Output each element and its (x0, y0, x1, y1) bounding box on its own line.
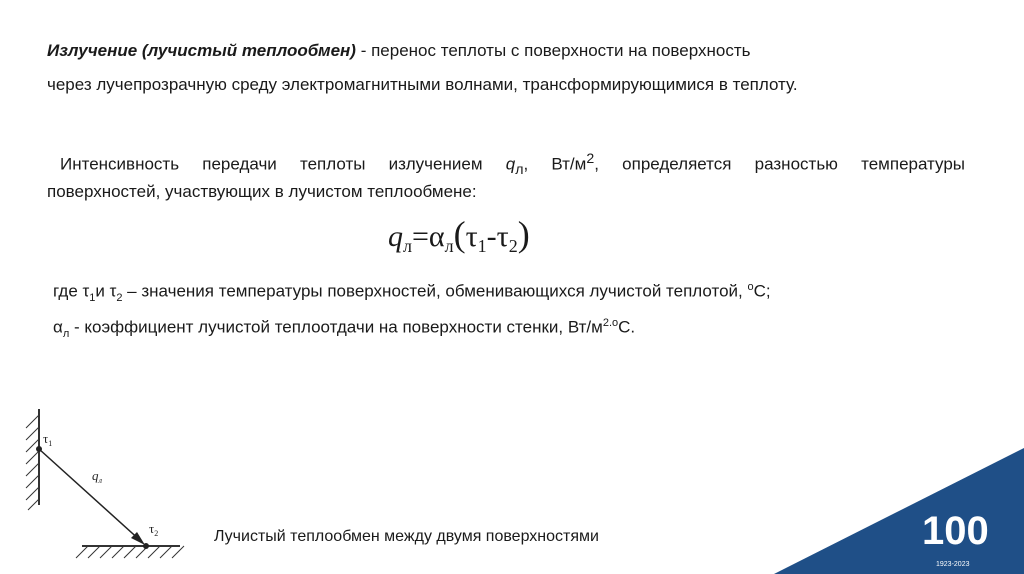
coef-sup: 2.о (602, 317, 619, 329)
coef-text: - коэффициент лучистой теплоотдачи на поверхности стенки, Вт/м (69, 317, 603, 337)
diagram-q-label: $q_л$ (92, 468, 102, 485)
horizontal-wall-hatch (76, 546, 184, 558)
coef-alpha: α (53, 317, 63, 337)
where-and: и τ (95, 281, 117, 301)
formula-open-paren: ( (453, 214, 466, 254)
intensity-q-sub: л (515, 162, 524, 179)
formula-q: q (388, 220, 403, 253)
definition-text-1: - перенос теплоты с поверхности на поверхность (355, 41, 751, 60)
intensity-text-1: Интенсивность передачи теплоты излучением (60, 154, 506, 174)
where-text: – значения температуры поверхностей, обменивающихся лучистой теплотой, (122, 281, 748, 301)
intensity-q: q (505, 154, 516, 174)
where-t1-sub: 1 (89, 292, 96, 305)
definition-line-1 (47, 41, 750, 61)
intensity-paragraph (47, 148, 965, 203)
where-t2-sub: 2 (116, 292, 123, 305)
formula-tau2-sub: 2 (508, 236, 518, 256)
intensity-sup: 2 (586, 151, 595, 167)
diagram-tau2-label: $\tau_2$ (149, 521, 159, 538)
formula-alpha-sub: л (444, 236, 454, 256)
where-unit: С; (753, 281, 771, 301)
formula-tau1: τ (465, 220, 478, 253)
formula-tau1-sub: 1 (477, 236, 487, 256)
formula-eq-alpha: =α (411, 220, 445, 253)
definition-line-2: через лучепрозрачную среду электромагнитными волнами, трансформирующимися в теплоту. (47, 75, 798, 94)
intensity-line-2: поверхностей, участвующих в лучистом теплообмене: (47, 182, 477, 202)
definition-term: Излучение (лучистый теплообмен) (47, 41, 356, 60)
radiation-arrow (39, 449, 142, 542)
coef-unit: С. (618, 317, 636, 337)
formula-close-paren: ) (517, 214, 530, 254)
formula-minus-tau2: -τ (486, 220, 509, 253)
coefficient-line (53, 313, 635, 344)
radiation-diagram (14, 405, 189, 560)
where-prefix: где τ (53, 281, 90, 301)
where-degree: о (747, 281, 754, 293)
diagram-tau1-label: $\tau_1$ (43, 431, 53, 448)
anniversary-logo (774, 444, 1024, 574)
coef-alpha-sub: л (62, 328, 70, 341)
intensity-unit: , Вт/м (523, 154, 587, 174)
intensity-line-1 (47, 148, 965, 181)
where-line (53, 277, 771, 308)
formula-q-sub: л (403, 236, 412, 256)
logo-years: 1923-2023 (936, 561, 970, 568)
diagram-caption: Лучистый теплообмен между двумя поверхностями (214, 528, 599, 545)
intensity-text-2: , определяется разностью температуры (594, 154, 966, 174)
radiation-formula (388, 214, 530, 266)
vertical-wall-hatch (26, 409, 39, 510)
logo-number: 100 (922, 509, 989, 553)
